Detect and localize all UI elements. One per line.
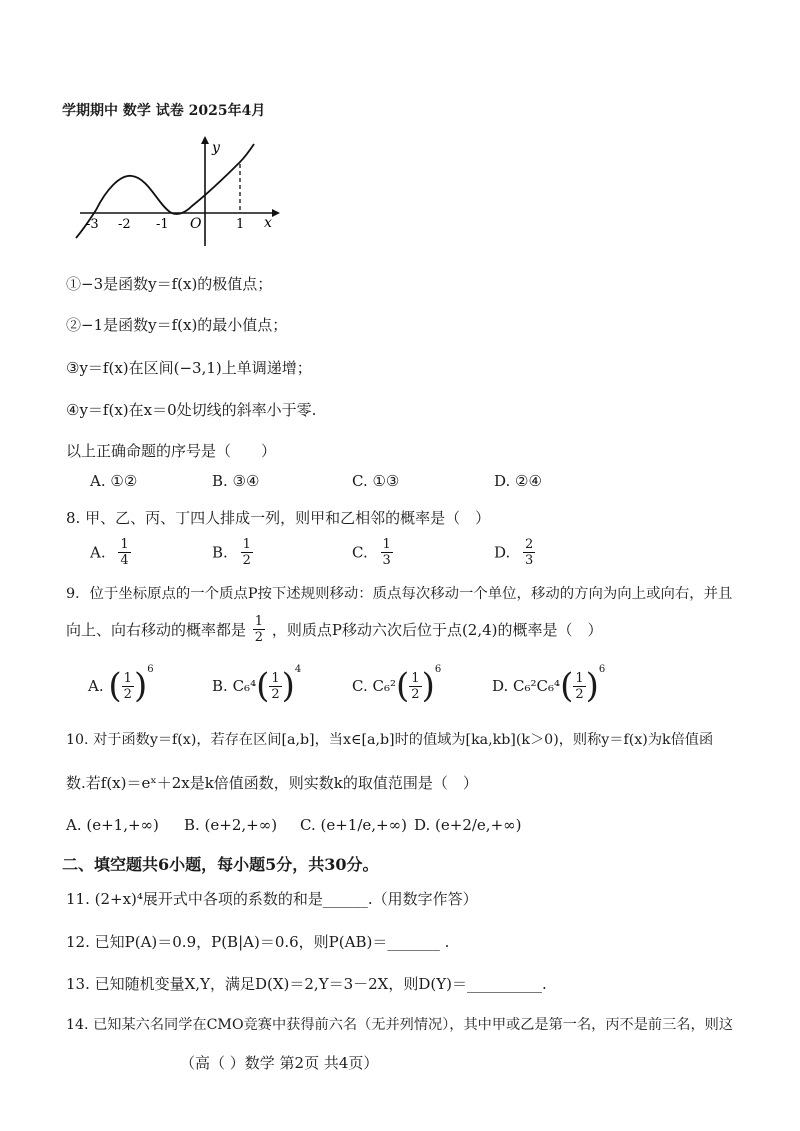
option-label: D. xyxy=(494,543,511,562)
q12: 12. 已知P(A)＝0.9，P(B|A)＝0.6，则P(AB)＝_______ . xyxy=(66,933,450,951)
denominator: 3 xyxy=(525,553,534,568)
paren-close: ) xyxy=(585,666,599,706)
q9-option-a xyxy=(88,664,154,706)
fraction xyxy=(409,671,421,702)
numerator: 1 xyxy=(382,537,391,552)
option-label: C. xyxy=(352,543,368,562)
q10-option-d: D. (e+2/e,+∞) xyxy=(414,816,522,834)
q9-option-d xyxy=(492,664,605,706)
denominator: 2 xyxy=(123,686,132,702)
fraction xyxy=(523,537,535,568)
q8-option-d xyxy=(494,537,535,568)
statement-2: ②−1是函数y＝f(x)的最小值点； xyxy=(66,316,288,334)
q8-stem: 8. 甲、乙、丙、丁四人排成一列，则甲和乙相邻的概率是（ ） xyxy=(66,509,491,527)
option-label: D. xyxy=(492,677,509,695)
q10-option-a: A. (e+1,+∞) xyxy=(66,816,159,834)
paren-close: ) xyxy=(281,666,295,706)
function-graph xyxy=(72,128,282,252)
fraction xyxy=(381,537,393,568)
exam-header: 学期期中 数学 试卷 2025年4月 xyxy=(62,103,266,119)
q10-line-1: 10. 对于函数y＝f(x)，若存在区间[a,b]，当x∈[a,b]时的值域为[ka,kb](k＞0)，则称y＝f(x)为k倍值函 xyxy=(66,732,714,748)
numerator: 1 xyxy=(254,614,264,629)
origin-label: O xyxy=(190,216,202,232)
q11: 11. (2+x)⁴展开式中各项的系数的和是______.（用数字作答） xyxy=(66,890,478,908)
coefficient: C₆² xyxy=(372,677,397,695)
q8-option-a xyxy=(90,537,131,568)
x-axis-arrow xyxy=(272,209,280,217)
numerator: 1 xyxy=(242,537,251,552)
coefficient: C₆²C₆⁴ xyxy=(513,677,561,695)
denominator: 2 xyxy=(411,686,420,702)
q13: 13. 已知随机变量X,Y，满足D(X)＝2,Y＝3－2X，则D(Y)＝__________. xyxy=(66,975,547,993)
statement-1: ①−3是函数y＝f(x)的极值点； xyxy=(66,275,273,293)
numerator: 1 xyxy=(271,670,280,686)
q7-option-d: D. ②④ xyxy=(494,472,542,490)
numerator: 1 xyxy=(123,670,132,686)
paren-close: ) xyxy=(421,666,435,706)
denominator: 2 xyxy=(575,686,584,702)
fraction xyxy=(241,537,253,568)
fraction xyxy=(269,671,281,702)
section-heading: 二、填空题共6小题，每小题5分，共30分。 xyxy=(62,855,379,874)
fraction xyxy=(122,671,134,702)
q10-option-b: B. (e+2,+∞) xyxy=(184,816,278,834)
q9-text-b: ，则质点P移动六次后位于点(2,4)的概率是（ ） xyxy=(271,621,603,639)
denominator: 3 xyxy=(382,553,391,568)
q8-option-c xyxy=(352,537,393,568)
q7-stem: 以上正确命题的序号是（ ） xyxy=(66,442,277,460)
option-label: B. xyxy=(212,543,228,562)
q9-line-1: 9．位于坐标原点的一个质点P按下述规则移动：质点每次移动一个单位，移动的方向为向上或向右，并且 xyxy=(66,586,733,602)
exponent: 6 xyxy=(147,664,154,675)
option-label: B. xyxy=(212,677,228,695)
option-label: A. xyxy=(90,543,106,562)
paren-open: ( xyxy=(256,666,270,706)
exponent: 6 xyxy=(434,664,442,675)
paren-open: ( xyxy=(396,666,410,706)
tick-label: 1 xyxy=(236,217,245,232)
q10-option-c: C. (e+1/e,+∞) xyxy=(300,816,407,834)
paren-close: ) xyxy=(133,666,148,706)
page-footer: （高（ ）数学 第2页 共4页） xyxy=(180,1054,379,1072)
fraction xyxy=(253,614,265,645)
y-axis-arrow xyxy=(201,136,209,144)
q7-option-c: C. ①③ xyxy=(352,472,400,490)
q9-option-b xyxy=(212,664,301,706)
numerator: 1 xyxy=(120,537,129,552)
q7-option-b: B. ③④ xyxy=(212,472,260,490)
q8-option-b xyxy=(212,537,253,568)
fraction xyxy=(118,537,130,568)
q9-text-a: 向上、向右移动的概率都是 xyxy=(66,621,247,639)
q10-line-2: 数.若f(x)＝eˣ＋2x是k倍值函数，则实数k的取值范围是（ ） xyxy=(66,774,478,792)
q14: 14. 已知某六名同学在CMO竞赛中获得前六名（无并列情况），其中甲或乙是第一名，丙不是前三名，则这 xyxy=(66,1017,734,1033)
q9-line-2 xyxy=(66,614,603,645)
numerator: 1 xyxy=(411,670,420,686)
tick-label: -2 xyxy=(118,217,131,232)
denominator: 2 xyxy=(271,686,280,702)
denominator: 2 xyxy=(242,553,251,568)
exponent: 6 xyxy=(598,664,606,675)
fraction xyxy=(573,671,585,702)
exponent: 4 xyxy=(294,664,302,675)
q7-option-a: A. ①② xyxy=(90,472,138,490)
numerator: 2 xyxy=(525,537,534,552)
tick-label: -3 xyxy=(86,217,99,232)
y-axis-label: y xyxy=(212,140,220,156)
paren-open: ( xyxy=(108,666,122,706)
tick-label: -1 xyxy=(156,217,169,232)
q9-option-c xyxy=(352,664,441,706)
denominator: 4 xyxy=(120,553,129,568)
statement-4: ④y＝f(x)在x＝0处切线的斜率小于零. xyxy=(66,401,317,419)
paren-open: ( xyxy=(560,666,574,706)
statement-3: ③y＝f(x)在区间(−3,1)上单调递增； xyxy=(66,359,312,377)
numerator: 1 xyxy=(575,670,584,686)
coefficient: C₆⁴ xyxy=(232,677,257,695)
denominator: 2 xyxy=(254,630,264,645)
option-label: A. xyxy=(88,677,104,695)
x-axis-label: x xyxy=(264,215,272,231)
option-label: C. xyxy=(352,677,368,695)
